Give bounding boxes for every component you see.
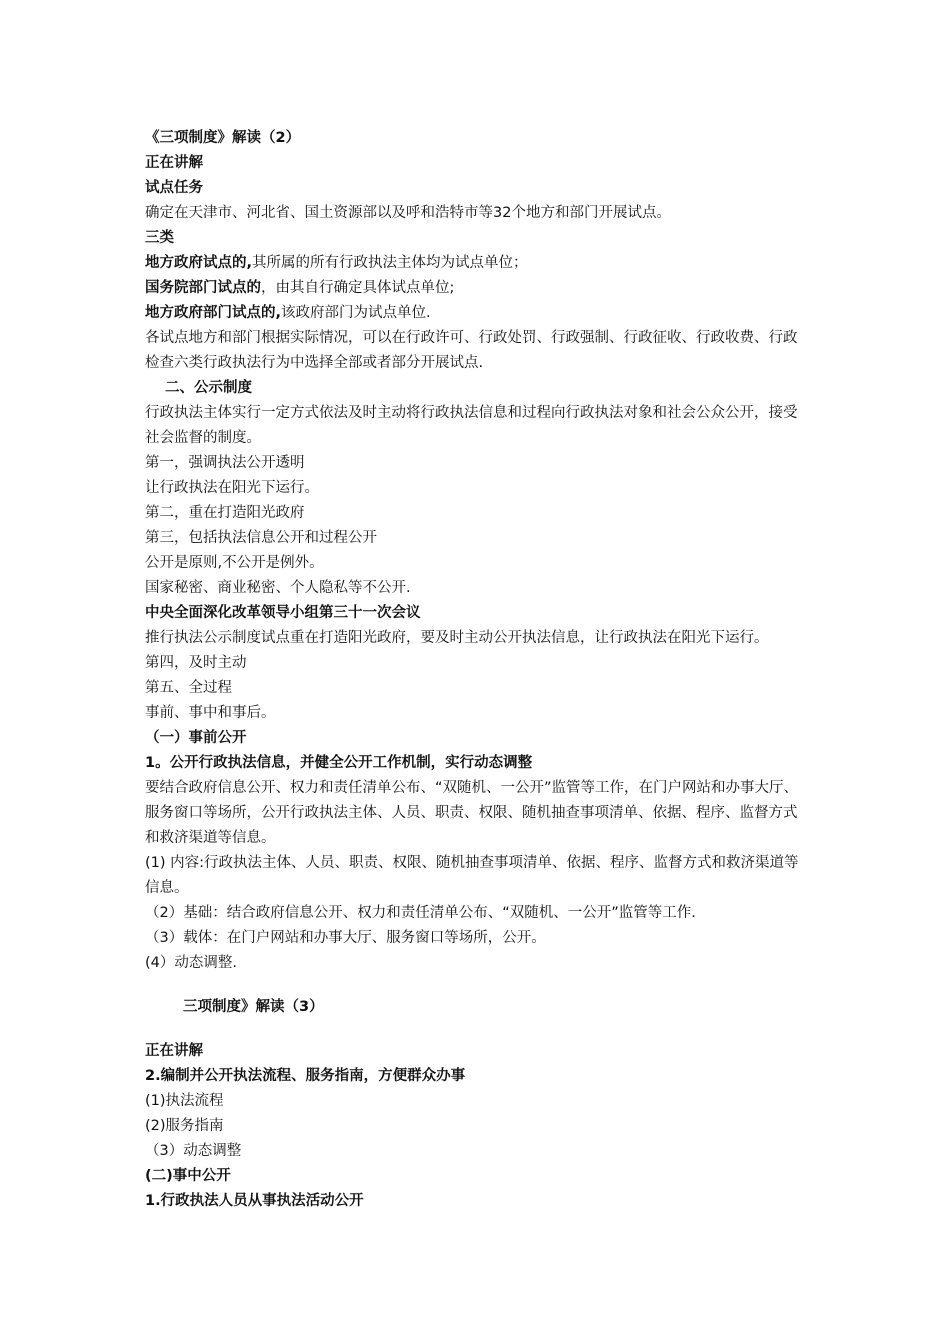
- three-kinds-heading: 三类: [145, 230, 174, 246]
- content-paragraph: (1) 内容:行政执法主体、人员、职责、权限、随机抽查事项清单、依据、程序、监督方式和救济渠道等信息。: [145, 855, 799, 896]
- stages-text: 事前、事中和事后。: [145, 705, 276, 721]
- speaking-label: 正在讲解: [145, 155, 203, 171]
- point-third: 第三，包括执法信息公开和过程公开: [145, 530, 377, 546]
- local-dept-line: [145, 301, 810, 326]
- meeting-heading: 中央全面深化改革领导小组第三十一次会议: [145, 605, 421, 621]
- state-council-text: ，由其自行确定具体试点单位;: [261, 280, 455, 296]
- spacer: [145, 1020, 810, 1039]
- pilot-tasks-heading: 试点任务: [145, 180, 203, 196]
- principle-text: 公开是原则,不公开是例外。: [145, 555, 324, 571]
- item-2-heading: 2.编制并公开执法流程、服务指南，方便群众办事: [145, 1068, 466, 1084]
- document-page: [145, 126, 810, 1214]
- item-1-paragraph: 要结合政府信息公开、权力和责任清单公布、“双随机、一公开”监管等工作，在门户网站和办事大厅、服务窗口等场所，公开行政执法主体、人员、职责、权限、随机抽查事项清单、依据、程序、监督方式和救济渠道等信息。: [145, 780, 799, 846]
- definition-paragraph: 行政执法主体实行一定方式依法及时主动将行政执法信息和过程向行政执法对象和社会公众公开，接受社会监督的制度。: [145, 405, 798, 446]
- section-title-2: 《三项制度》解读（2）: [145, 130, 301, 146]
- speaking-label-2: 正在讲解: [145, 1043, 203, 1059]
- spacer: [145, 976, 810, 995]
- local-dept-text: 该政府部门为试点单位.: [281, 305, 431, 321]
- item-1-heading: 1。公开行政执法信息，并健全公开工作机制，实行动态调整: [145, 755, 533, 771]
- guide-item: (2)服务指南: [145, 1118, 224, 1134]
- section-2-heading: 二、公示制度: [165, 380, 252, 396]
- point-first: 第一，强调执法公开透明: [145, 455, 305, 471]
- point-fifth: 第五、全过程: [145, 680, 232, 696]
- sunlight-text: 让行政执法在阳光下运行。: [145, 480, 319, 496]
- dynamic-item: （3）动态调整: [145, 1143, 242, 1159]
- local-gov-line: [145, 251, 810, 276]
- pilot-sites-text: 确定在天津市、河北省、国土资源部以及呼和浩特市等32个地方和部门开展试点。: [145, 205, 671, 221]
- point-second: 第二，重在打造阳光政府: [145, 505, 305, 521]
- pre-public-heading: （一）事前公开: [145, 730, 247, 746]
- mid-public-heading: (二)事中公开: [145, 1168, 231, 1184]
- dynamic-text: (4）动态调整.: [145, 955, 237, 971]
- local-gov-text: 其所属的所有行政执法主体均为试点单位；: [252, 255, 528, 271]
- basis-text: （2）基础：结合政府信息公开、权力和责任清单公布、“双随机、一公开”监管等工作.: [145, 905, 696, 921]
- flow-item: (1)执法流程: [145, 1093, 224, 1109]
- carrier-text: （3）载体：在门户网站和办事大厅、服务窗口等场所，公开。: [145, 930, 546, 946]
- state-council-line: [145, 276, 810, 301]
- pilot-scope-paragraph: 各试点地方和部门根据实际情况，可以在行政许可、行政处罚、行政强制、行政征收、行政收费、行政检查六类行政执法行为中选择全部或者部分开展试点.: [145, 330, 798, 371]
- local-dept-label: 地方政府部门试点的,: [145, 305, 282, 321]
- secrets-text: 国家秘密、商业秘密、个人隐私等不公开.: [145, 580, 411, 596]
- point-fourth: 第四，及时主动: [145, 655, 247, 671]
- section-title-3: 三项制度》解读（3）: [183, 999, 324, 1015]
- state-council-label: 国务院部门试点的: [145, 280, 261, 296]
- meeting-paragraph: 推行执法公示制度试点重在打造阳光政府，要及时主动公开执法信息，让行政执法在阳光下运行。: [145, 630, 769, 646]
- item-mid-1-heading: 1.行政执法人员从事执法活动公开: [145, 1193, 364, 1209]
- local-gov-label: 地方政府试点的,: [145, 255, 253, 271]
